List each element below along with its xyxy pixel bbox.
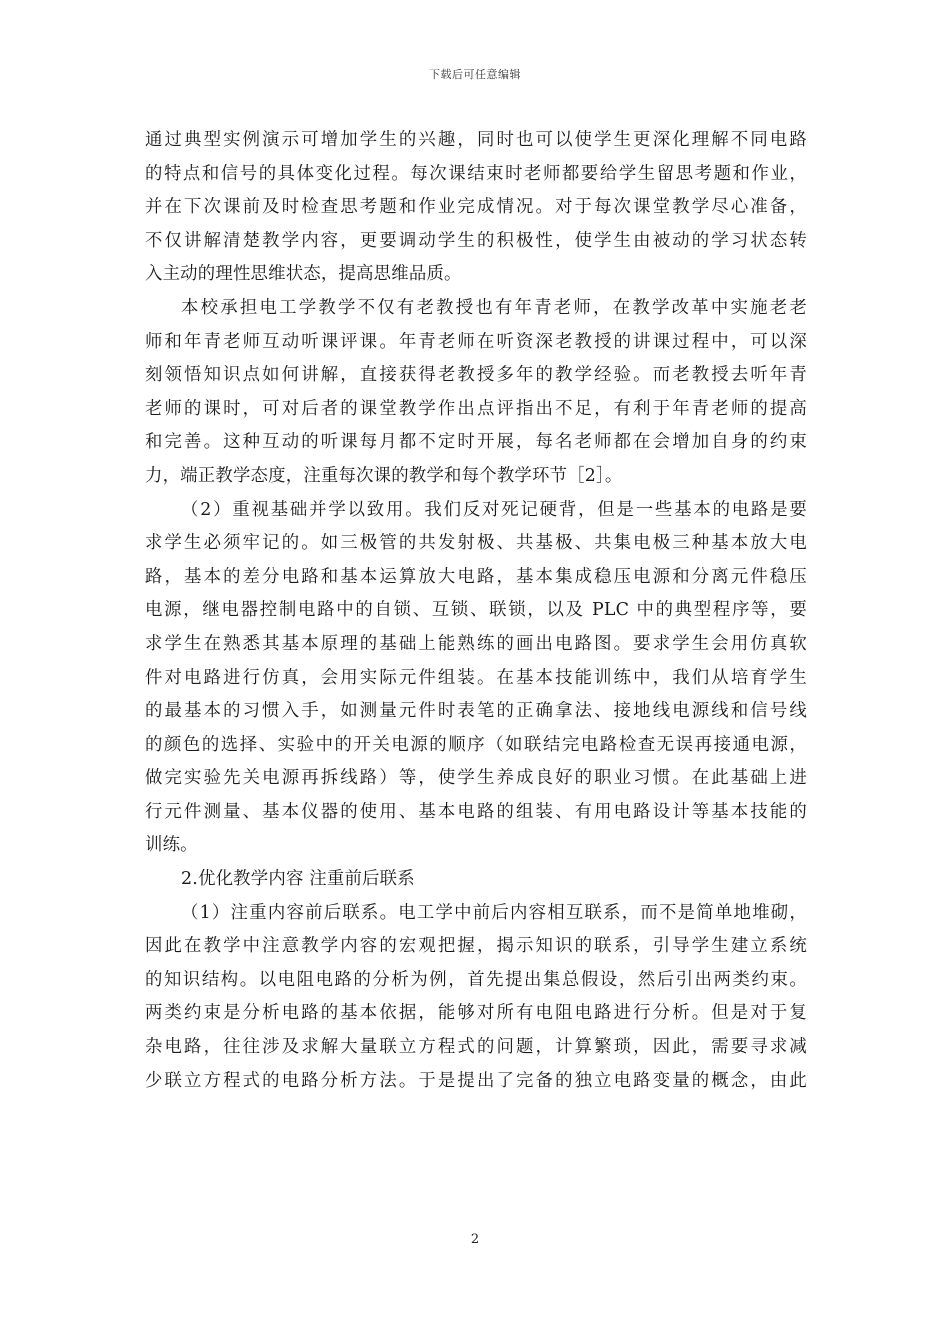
text-line: 的最基本的习惯入手，如测量元件时表笔的正确拿法、接地线电源线和信号线 [145, 701, 807, 722]
paragraph [145, 292, 807, 494]
document-body [145, 124, 807, 1098]
text-line: （2）重视基础并学以致用。我们反对死记硬背，但是一些基本的电路是要 [181, 499, 807, 520]
text-line: 师和年青老师互动听课评课。年青老师在听资深老教授的讲课过程中，可以深 [145, 331, 807, 352]
text-line: 入主动的理性思维状态，提高思维品质。 [145, 264, 462, 285]
text-line: 做完实验先关电源再拆线路）等，使学生养成良好的职业习惯。在此基础上进 [145, 768, 807, 789]
text-line: （1）注重内容前后联系。电工学中前后内容相互联系，而不是简单地堆砌， [181, 902, 807, 923]
text-line: 电源，继电器控制电路中的自锁、互锁、联锁，以及 PLC 中的典型程序等，要 [145, 600, 807, 621]
text-line: 力，端正教学态度，注重每次课的教学和每个教学环节［2］。 [145, 465, 623, 486]
text-line: 两类约束是分析电路的基本依据，能够对所有电阻电路进行分析。但是对于复 [145, 1003, 807, 1024]
text-line: 路，基本的差分电路和基本运算放大电路，基本集成稳压电源和分离元件稳压 [145, 566, 807, 587]
text-line: 件对电路进行仿真，会用实际元件组装。在基本技能训练中，我们从培育学生 [145, 667, 807, 688]
text-line: 和完善。这种互动的听课每月都不定时开展，每名老师都在会增加自身的约束 [145, 432, 807, 453]
text-line: 因此在教学中注意教学内容的宏观把握，揭示知识的联系，引导学生建立系统 [145, 936, 807, 957]
text-line: 的知识结构。以电阻电路的分析为例，首先提出集总假设，然后引出两类约束。 [145, 969, 807, 990]
page-number: 2 [470, 1232, 480, 1247]
text-line: 刻领悟知识点如何讲解，直接获得老教授多年的教学经验。而老教授去听年青 [145, 365, 807, 386]
text-line: 的特点和信号的具体变化过程。每次课结束时老师都要给学生留思考题和作业， [145, 163, 807, 184]
text-line: 本校承担电工学教学不仅有老教授也有年青老师，在教学改革中实施老老 [181, 297, 807, 318]
text-line: 少联立方程式的电路分析方法。于是提出了完备的独立电路变量的概念，由此 [145, 1070, 807, 1091]
paragraph [145, 124, 807, 292]
text-line: 行元件测量、基本仪器的使用、基本电路的组装、有用电路设计等基本技能的 [145, 801, 807, 822]
paragraph [145, 494, 807, 864]
text-line: 通过典型实例演示可增加学生的兴趣，同时也可以使学生更深化理解不同电路 [145, 130, 807, 150]
text-line: 求学生在熟悉其基本原理的基础上能熟练的画出电路图。要求学生会用仿真软 [145, 633, 807, 654]
section-heading-text: 2.优化教学内容 注重前后联系 [181, 869, 415, 890]
text-line: 老师的课时，可对后者的课堂教学作出点评指出不足，有利于年青老师的提高 [145, 398, 807, 419]
paragraph [145, 897, 807, 1099]
text-line: 不仅讲解清楚教学内容，更要调动学生的积极性，使学生由被动的学习状态转 [145, 230, 807, 251]
text-line: 杂电路，往往涉及求解大量联立方程式的问题，计算繁琐，因此，需要寻求减 [145, 1037, 807, 1058]
text-line: 并在下次课前及时检查思考题和作业完成情况。对于每次课堂教学尽心准备， [145, 197, 807, 218]
section-heading [145, 863, 807, 897]
text-line: 训练。 [145, 835, 198, 856]
text-line: 的颜色的选择、实验中的开关电源的顺序（如联结完电路检查无误再接通电源， [145, 734, 807, 755]
page-header: 下载后可任意编辑 [429, 68, 521, 81]
text-line: 求学生必须牢记的。如三极管的共发射极、共基极、共集电极三种基本放大电 [145, 533, 807, 554]
